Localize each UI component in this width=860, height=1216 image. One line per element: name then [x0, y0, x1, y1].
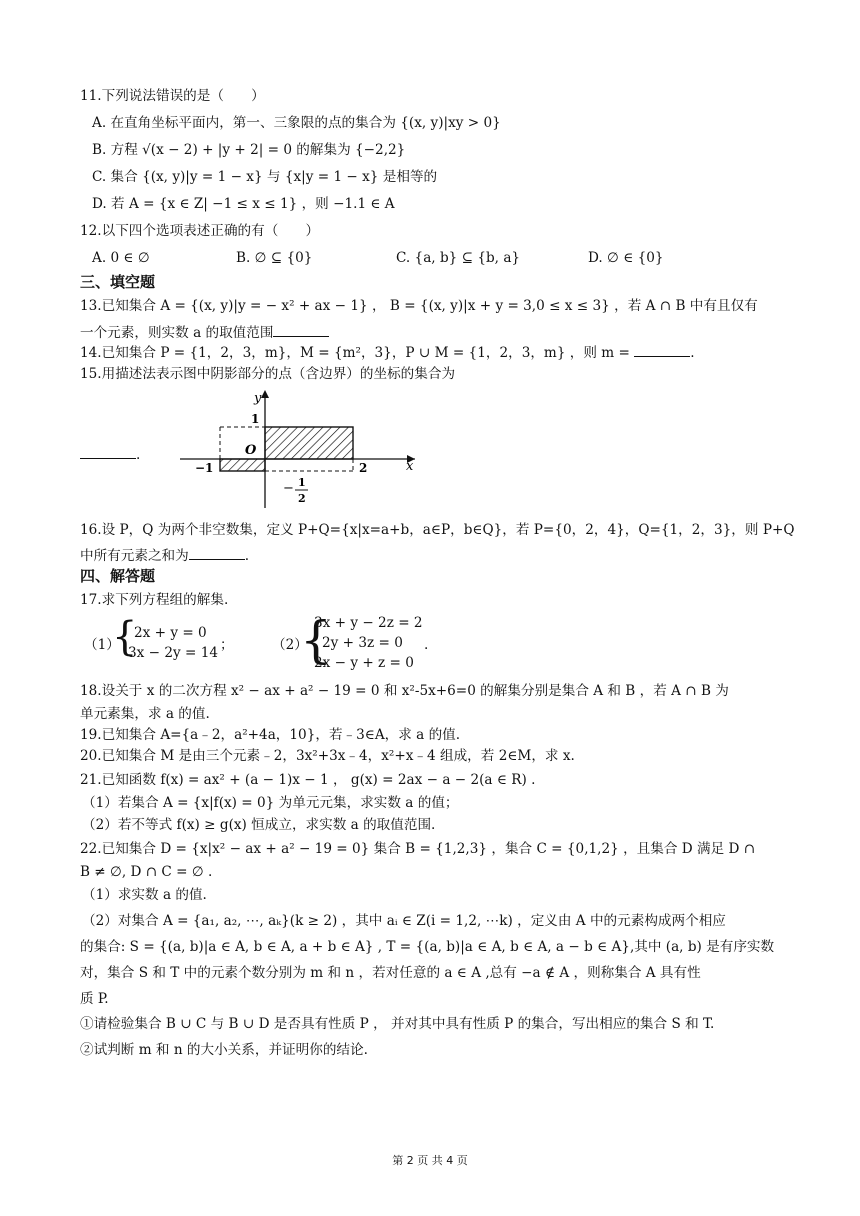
q22-part2-line1: （2）对集合 A = {a₁, a₂, ⋯, aₖ}(k ≥ 2) ，其中 aᵢ ∈ Z(i = 1,2, ⋯k) ，定义由 A 中的元素构成两个相应 [82, 913, 726, 929]
q22-line2: B ≠ ∅, D ∩ C = ∅ . [80, 864, 213, 880]
q17-p1-eq2: 3x − 2y = 14 [128, 645, 219, 661]
q11-option-a: A. 在直角坐标平面内，第一、三象限的点的集合为 {(x, y)|xy > 0} [92, 115, 501, 131]
page-number: 第 2 页 共 4 页 [392, 1154, 468, 1167]
q13-line2-text: 一个元素，则实数 a 的取值范围 [80, 325, 274, 341]
q21-part2: （2）若不等式 f(x) ≥ g(x) 恒成立，求实数 a 的取值范围. [82, 817, 436, 833]
q22-line1: 22.已知集合 D = {x|x² − ax + a² − 19 = 0} 集合 B = {1,2,3} ，集合 C = {0,1,2} ，且集合 D 满足 D ∩ [80, 841, 756, 857]
q22-check-1: ①请检验集合 B ∪ C 与 B ∪ D 是否具有性质 P ， 并对其中具有性质 P 的集合，写出相应的集合 S 和 T. [80, 1016, 715, 1032]
q12-stem: 12.以下四个选项表述正确的有（ ） [80, 223, 320, 239]
q21-stem: 21.已知函数 f(x) = ax² + (a − 1)x − 1 ， g(x) = 2ax − a − 2(a ∈ R) . [80, 772, 536, 788]
q16-line2 [80, 545, 249, 566]
q22-part1: （1）求实数 a 的值. [82, 887, 207, 903]
section-answer-heading: 四、解答题 [80, 567, 156, 585]
section-fill-in-heading: 三、填空题 [80, 273, 156, 291]
q14-tail: . [690, 345, 695, 361]
q15-tail: . [136, 447, 141, 463]
x-axis-label: x [406, 459, 414, 474]
label-one: 1 [251, 412, 260, 426]
q17-separator: ； [220, 637, 234, 653]
q22-part2-line3: 对，集合 S 和 T 中的元素个数分别为 m 和 n ，若对任意的 a ∈ A ,总有 −a ∉ A ，则称集合 A 具有性 [80, 965, 701, 981]
q12-option-b: B. ∅ ⊆ {0} [236, 250, 313, 266]
label-two: 2 [359, 461, 368, 475]
q20-text: 20.已知集合 M 是由三个元素﹣2，3x²+3x﹣4，x²+x﹣4 组成，若 2∈M，求 x. [80, 748, 575, 764]
q11-stem: 11.下列说法错误的是（ ） [80, 88, 265, 104]
q17-end: . [424, 637, 429, 653]
q12-option-c: C. {a, b} ⊆ {b, a} [396, 250, 521, 266]
q16-tail: . [244, 548, 250, 564]
q14-line [80, 342, 695, 363]
q19-text: 19.已知集合 A={a﹣2，a²+4a，10}，若﹣3∈A，求 a 的值. [80, 727, 461, 743]
q17-p2-eq2: 2y + 3z = 0 [322, 635, 403, 651]
q11-option-d: D. 若 A = {x ∈ Z| −1 ≤ x ≤ 1} ，则 −1.1 ∈ A [92, 196, 395, 212]
label-origin: O [245, 443, 257, 458]
answer-blank [273, 322, 329, 337]
brace-icon: { [112, 614, 138, 660]
q12-option-d: D. ∅ ∈ {0} [588, 250, 664, 266]
answer-blank [189, 545, 245, 560]
q22-part2-line4: 质 P. [80, 991, 109, 1007]
brace-icon: { [300, 611, 332, 669]
q11-option-c: C. 集合 {(x, y)|y = 1 − x} 与 {x|y = 1 − x} 是相等的 [92, 169, 438, 185]
q17-p2-eq3: 2x − y + z = 0 [314, 655, 414, 671]
label-half-den: 2 [298, 492, 306, 505]
q17-p2-eq1: 3x + y − 2z = 2 [314, 615, 423, 631]
q11-option-b: B. 方程 √(x − 2) + |y + 2| = 0 的解集为 {−2,2} [92, 142, 406, 158]
label-half-num: 1 [298, 476, 306, 489]
answer-blank [80, 444, 136, 459]
q15-stem: 15.用描述法表示图中阴影部分的点（含边界）的坐标的集合为 [80, 366, 456, 382]
q12-option-a: A. 0 ∈ ∅ [92, 250, 150, 266]
shaded-region-bottom [220, 459, 265, 471]
answer-blank [634, 342, 690, 357]
q21-part1: （1）若集合 A = {x|f(x) = 0} 为单元元集，求实数 a 的值； [82, 795, 459, 811]
q13-line2 [80, 322, 329, 343]
shaded-region-top [265, 427, 353, 459]
q13-line1: 13.已知集合 A = {(x, y)|y = − x² + ax − 1} ， B = {(x, y)|x + y = 3,0 ≤ x ≤ 3} ，若 A ∩ B 中有且仅有 [80, 298, 758, 314]
q18-line2: 单元素集，求 a 的值. [80, 706, 210, 722]
q15-answer-line [80, 444, 140, 465]
q22-check-2: ②试判断 m 和 n 的大小关系，并证明你的结论. [80, 1042, 368, 1058]
q16-line2-text: 中所有元素之和为 [80, 548, 189, 564]
q17-stem: 17.求下列方程组的解集. [80, 592, 229, 608]
q17-p1-eq1: 2x + y = 0 [134, 625, 207, 641]
q18-line1: 18.设关于 x 的二次方程 x² − ax + a² − 19 = 0 和 x²-5x+6=0 的解集分别是集合 A 和 B ，若 A ∩ B 为 [80, 683, 729, 699]
q14-text: 14.已知集合 P = {1，2，3，m}，M = {m²，3}，P ∪ M = {1，2，3，m} ，则 m = [80, 345, 635, 361]
q22-part2-line2: 的集合: S = {(a, b)|a ∈ A, b ∈ A, a + b ∈ A} , T = {(a, b)|a ∈ A, b ∈ A, a − b ∈ A},其中 (a, b) 是有序实数 [80, 939, 775, 955]
label-neg-one: −1 [195, 461, 214, 475]
label-minus: − [283, 481, 294, 496]
q16-line1: 16.设 P，Q 为两个非空数集，定义 P+Q={x|x=a+b，a∈P，b∈Q}，若 P={0，2，4}，Q={1，2，3}，则 P+Q [80, 522, 795, 538]
y-axis-label: y [254, 391, 262, 406]
q17-part2-label: （2） [272, 637, 308, 653]
q15-coordinate-figure [175, 388, 425, 510]
q17-part1-label: （1） [84, 637, 120, 653]
